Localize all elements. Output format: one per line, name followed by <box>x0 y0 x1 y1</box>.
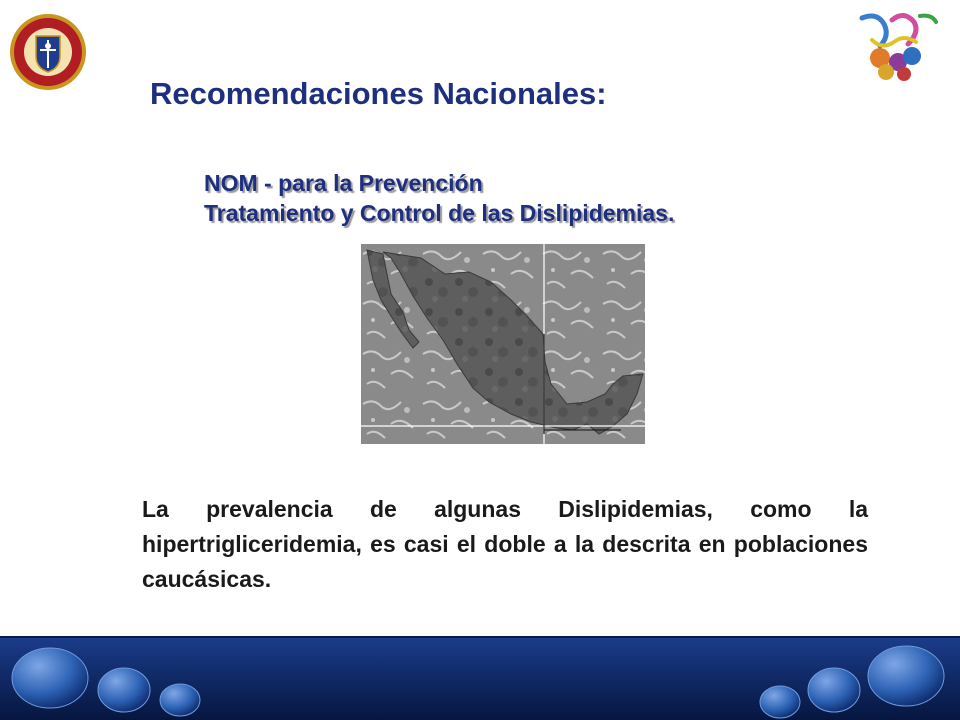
subtitle-line-1: NOM - para la Prevención <box>204 170 483 196</box>
nom-subtitle <box>204 168 674 228</box>
colorful-figure-logo-icon <box>842 6 942 84</box>
decorative-footer <box>0 636 960 720</box>
prevalence-text: La prevalencia de algunas Dislipidemias, como la hipertrigliceridemia, es casi el doble a la descrita en poblaciones caucásicas. <box>142 496 868 592</box>
slide-title: Recomendaciones Nacionales: <box>150 76 607 111</box>
mexico-map-icon <box>361 244 645 444</box>
subtitle-line-2: Tratamiento y Control de las Dislipidemias. <box>204 200 675 226</box>
university-seal-icon <box>8 12 88 92</box>
